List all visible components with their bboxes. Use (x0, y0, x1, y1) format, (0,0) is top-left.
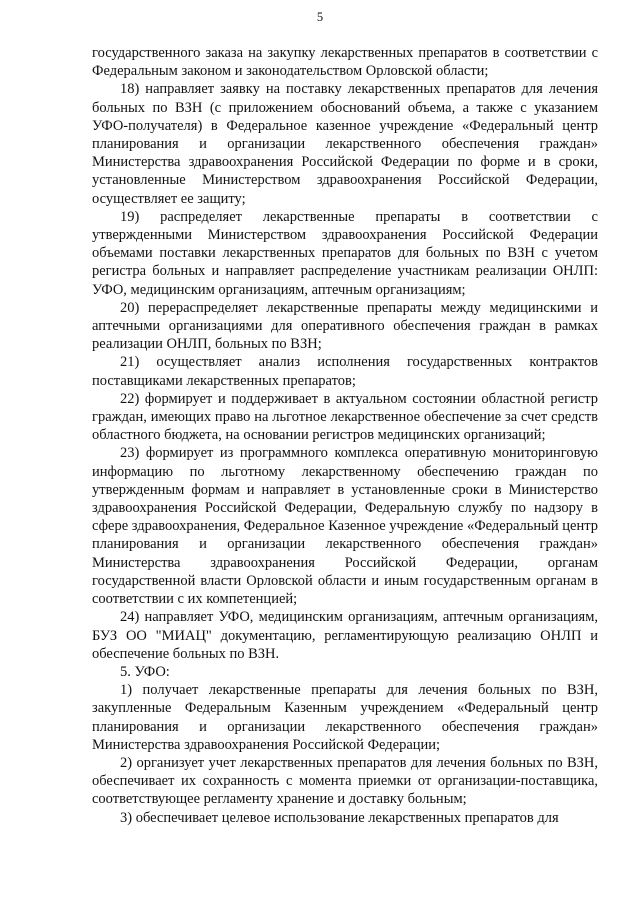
section-heading-ufo: 5. УФО: (120, 663, 170, 680)
paragraph-ufo-item-2: 2) организует учет лекарственных препаратов для лечения больных по ВЗН, обеспечивает их сохранность с момента приемки от организации-поставщика, соответствующее регламенту хранение и доставку больным; (92, 754, 598, 808)
paragraph-item-18: 18) направляет заявку на поставку лекарственных препаратов для лечения больных по ВЗН (с приложением обоснований объема, а также с указанием УФО-получателя) в Федеральное казенное учреждение «Федеральный центр планирования и организации лекарственного обеспечения граждан» Министерства здравоохранения Российской Федерации по форме и в сроки, установленные Министерством здравоохранения Российской Федерации, осуществляет ее защиту; (92, 81, 598, 207)
paragraph-item-22: 22) формирует и поддерживает в актуальном состоянии областной регистр граждан, имеющих право на льготное лекарственное обеспечение за счет средств областного бюджета, на основании регистров медицинских организаций; (92, 390, 598, 444)
paragraph-item-20: 20) перераспределяет лекарственные препараты между медицинскими и аптечными организациями для оперативного обеспечения граждан в рамках реализации ОНЛП, больных по ВЗН; (92, 299, 598, 353)
paragraph-item-23: 23) формирует из программного комплекса оперативную мониторинговую информацию по льготному лекарственному обеспечению граждан по утвержденным формам и направляет в установленные сроки в Министерство здравоохранения Российской Федерации, Федеральную службу по надзору в сфере здравоохранения, Федеральное Казенное учреждение «Федеральный центр планирования и организации лекарственного обеспечения граждан» Министерства здравоохранения Российской Федерации, органам государственной власти Орловской области и иным государственным органам в соответствии с их компетенцией; (92, 445, 598, 608)
document-body (92, 44, 598, 827)
paragraph-ufo-item-3: 3) обеспечивает целевое использование лекарственных препаратов для (120, 809, 559, 826)
paragraph-item-24: 24) направляет УФО, медицинским организациям, аптечным организациям, БУЗ ОО "МИАЦ" документацию, регламентирующую реализацию ОНЛП и обеспечение больных по ВЗН. (92, 609, 598, 662)
paragraph-item-19: 19) распределяет лекарственные препараты в соответствии с утвержденными Министерством здравоохранения Российской Федерации объемами поставки лекарственных препаратов для больных по ВЗН с учетом регистра больных и направляет распределение участникам реализации ОНЛП: УФО, медицинским организациям, аптечным организациям; (92, 208, 598, 298)
paragraph-ufo-item-1: 1) получает лекарственные препараты для лечения больных по ВЗН, закупленные Федеральным Казенным учреждением «Федеральный центр планирования и организации лекарственного обеспечения граждан» Министерства здравоохранения Российской Федерации; (92, 682, 598, 753)
page-number: 5 (316, 10, 324, 24)
paragraph-item-21: 21) осуществляет анализ исполнения государственных контрактов поставщиками лекарственных препаратов; (92, 354, 598, 389)
paragraph-continuation: государственного заказа на закупку лекарственных препаратов в соответствии с Федеральным законом и законодательством Орловской области; (92, 45, 598, 80)
